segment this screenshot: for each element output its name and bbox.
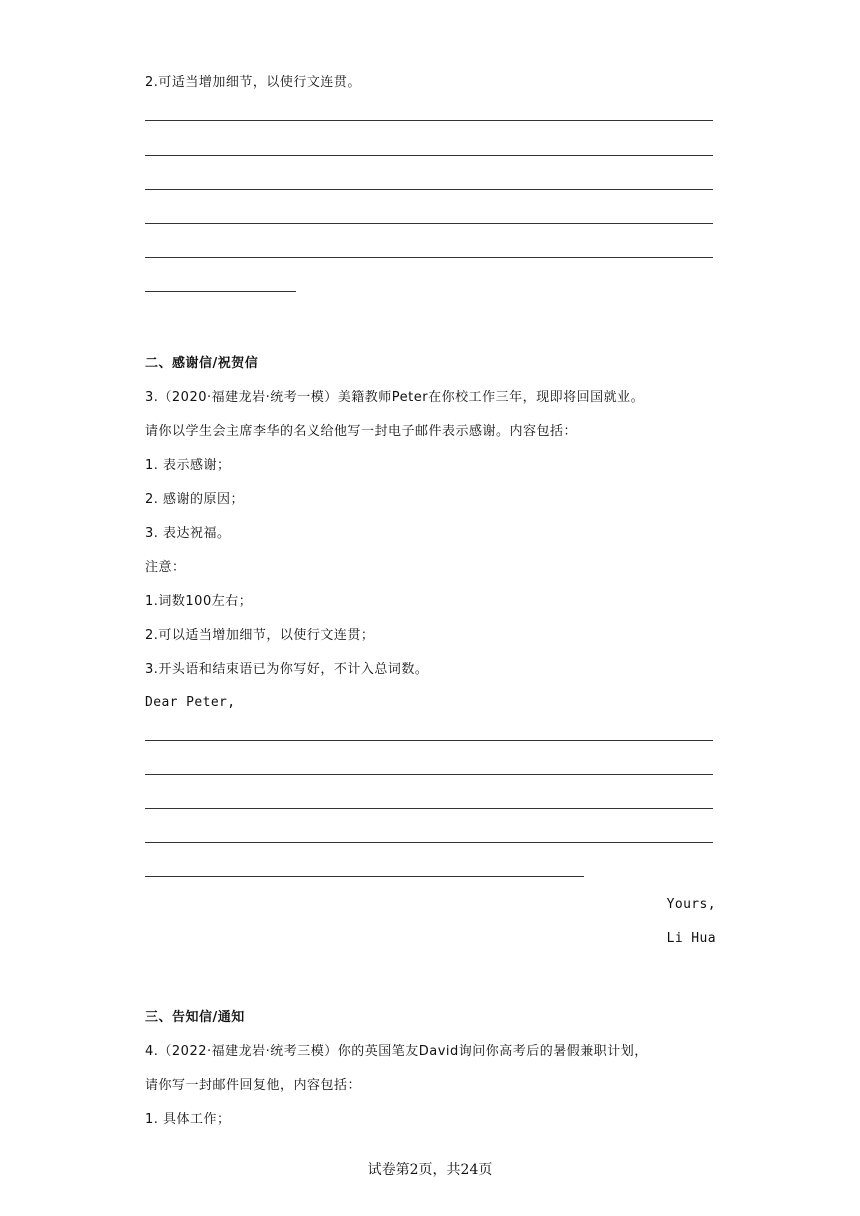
q3-prompt-line-1: 3.（2020·福建龙岩·统考一模）美籍教师Peter在你校工作三年，现即将回国就业。 bbox=[145, 390, 645, 405]
answer-line bbox=[145, 774, 713, 775]
q4-point-1: 1. 具体工作； bbox=[145, 1112, 231, 1127]
q3-point-3: 3. 表达祝福。 bbox=[145, 526, 231, 541]
q4-prompt-line-1: 4.（2022·福建龙岩·统考三模）你的英国笔友David询问你高考后的暑假兼职计划， bbox=[145, 1044, 648, 1059]
q3-signature: Li Hua bbox=[666, 931, 716, 946]
answer-line bbox=[145, 257, 713, 258]
answer-line bbox=[145, 291, 296, 292]
q3-prompt-line-2: 请你以学生会主席李华的名义给他写一封电子邮件表示感谢。内容包括： bbox=[145, 424, 578, 439]
section-3-heading: 三、告知信/通知 bbox=[145, 1010, 245, 1025]
answer-line bbox=[145, 842, 713, 843]
section-2-heading: 二、感谢信/祝贺信 bbox=[145, 356, 259, 371]
q3-note-2: 2.可以适当增加细节，以使行文连贯； bbox=[145, 628, 375, 643]
answer-line bbox=[145, 120, 713, 121]
answer-line bbox=[145, 155, 713, 156]
q3-point-1: 1. 表示感谢； bbox=[145, 458, 231, 473]
q3-point-2: 2. 感谢的原因； bbox=[145, 492, 245, 507]
answer-line bbox=[145, 740, 713, 741]
answer-line bbox=[145, 189, 713, 190]
answer-line bbox=[145, 876, 584, 877]
q3-notes-title: 注意： bbox=[145, 560, 186, 575]
q2-note-2: 2.可适当增加细节，以使行文连贯。 bbox=[145, 75, 361, 90]
q3-closing: Yours, bbox=[666, 897, 716, 912]
q3-note-3: 3.开头语和结束语已为你写好，不计入总词数。 bbox=[145, 662, 429, 677]
q4-prompt-line-2: 请你写一封邮件回复他，内容包括： bbox=[145, 1078, 362, 1093]
q3-salutation: Dear Peter, bbox=[145, 695, 236, 710]
answer-line bbox=[145, 808, 713, 809]
q3-note-1: 1.词数100左右； bbox=[145, 594, 253, 609]
answer-line bbox=[145, 223, 713, 224]
page-footer: 试卷第2页，共24页 bbox=[367, 1162, 493, 1178]
